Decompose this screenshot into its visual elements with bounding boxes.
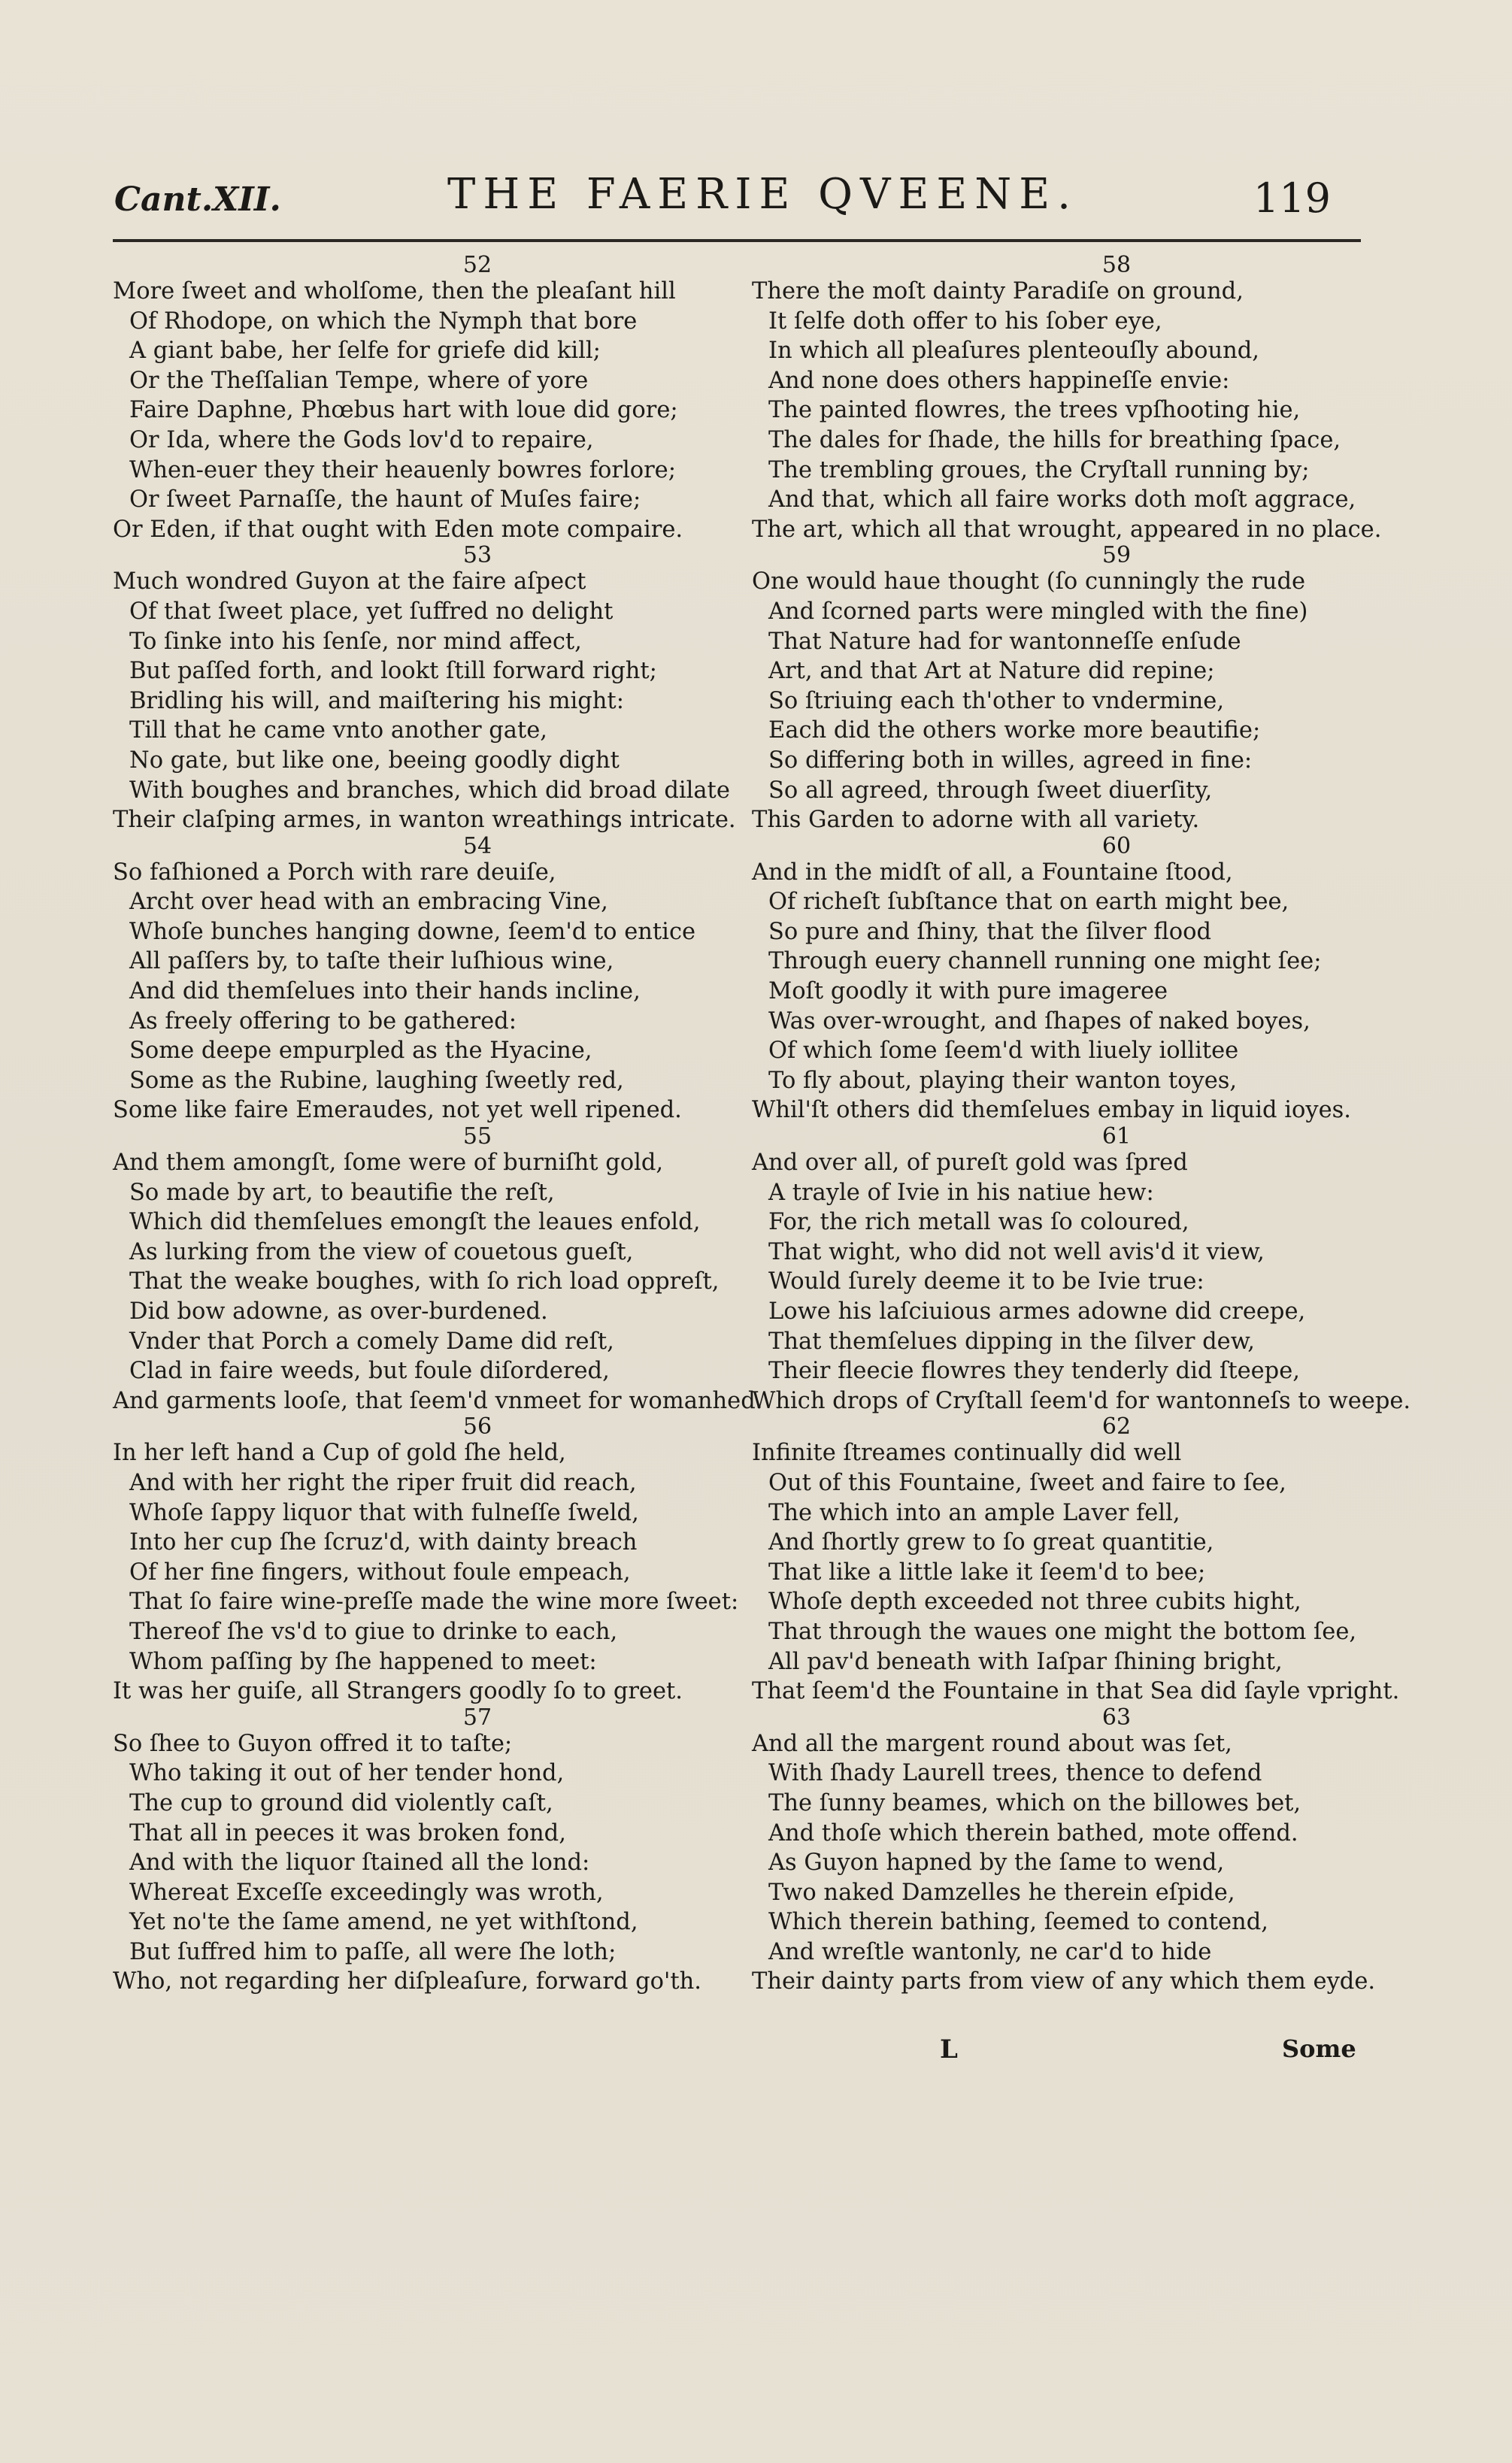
stanza: [113, 254, 759, 544]
stanza: [113, 1413, 759, 1706]
running-header: [113, 170, 1361, 223]
verse-line: There the moſt dainty Paradiſe on ground,: [752, 278, 1244, 304]
verse-line: Their dainty parts from view of any which them eyde.: [752, 1968, 1376, 1995]
verse-line: Into her cup ſhe ſcruz'd, with dainty breach: [129, 1529, 638, 1556]
stanza-number: 52: [462, 252, 492, 278]
verse-line: And thoſe which therein bathed, mote offend.: [768, 1819, 1298, 1846]
stanza-number: 53: [462, 542, 492, 569]
verse-line: As lurking from the view of couetous gueſt,: [129, 1238, 634, 1265]
stanza-number: 62: [1101, 1413, 1132, 1441]
verse-line: Bridling his will, and maiſtering his might:: [129, 687, 624, 714]
verse-line: And garments looſe, that ſeem'd vnmeet for womanhed.: [113, 1387, 763, 1414]
stanza: [752, 544, 1398, 835]
verse-line: To ſinke into his ſenſe, nor mind affect,: [129, 628, 582, 655]
verse-line: Moſt goodly it with pure imageree: [768, 978, 1168, 1005]
verse-line: Clad in faire weeds, but foule diſordered,: [129, 1358, 610, 1385]
stanza: [113, 1704, 759, 1997]
verse-line: And over all, of pureſt gold was ſpred: [752, 1150, 1188, 1177]
verse-line: That ſeem'd the Fountaine in that Sea did ſayle vpright.: [752, 1678, 1400, 1705]
verse-line: Of her fine fingers, without foule empeach,: [129, 1559, 631, 1586]
stanza: [113, 1123, 763, 1416]
verse-line: Did bow adowne, as over-burdened.: [129, 1298, 548, 1325]
stanza-number: 59: [1101, 542, 1132, 569]
verse-line: Some as the Rubine, laughing ſweetly red,: [129, 1067, 624, 1094]
verse-line: And with the liquor ſtained all the lond:: [129, 1850, 590, 1877]
verse-line: So ſhee to Guyon offred it to taſte;: [113, 1730, 513, 1757]
verse-line: And with her right the riper fruit did reach,: [129, 1469, 637, 1496]
verse-line: All pav'd beneath with Iaſpar ſhining bright,: [768, 1648, 1283, 1675]
verse-line: But ſuffred him to paſſe, all were ſhe loth;: [129, 1938, 617, 1965]
verse-line: Whoſe depth exceeded not three cubits hight,: [768, 1589, 1301, 1616]
verse-line: Who, not regarding her diſpleaſure, forward go'th.: [113, 1968, 701, 1995]
verse-line: The trembling groues, the Cryſtall running by;: [768, 456, 1310, 483]
verse-line: And in the midſt of all, a Fountaine ſtood,: [752, 859, 1233, 886]
stanza: [752, 254, 1398, 544]
stanza-number: 61: [1101, 1123, 1132, 1150]
verse-line: Of richeſt ſubſtance that on earth might bee,: [768, 889, 1289, 916]
verse-line: And all the margent round about was ſet,: [752, 1730, 1232, 1757]
verse-line: Who taking it out of her tender hond,: [129, 1760, 565, 1787]
verse-line: That themſelues dipping in the ſilver dew,: [768, 1328, 1255, 1355]
verse-line: Whil'ſt others did themſelues embay in liquid ioyes.: [752, 1097, 1351, 1124]
verse-line: To fly about, playing their wanton toyes,: [768, 1067, 1238, 1094]
verse-line: Or Ida, where the Gods lov'd to repaire,: [129, 426, 594, 453]
verse-line: But paſſed forth, and lookt ſtill forward right;: [129, 658, 657, 685]
verse-line: One would haue thought (ſo cunningly the rude: [752, 568, 1306, 595]
verse-line: The cup to ground did violently caſt,: [129, 1789, 553, 1816]
verse-line: Of Rhodope, on which the Nymph that bore: [129, 307, 638, 335]
catchword: Some: [1282, 2034, 1356, 2063]
verse-line: Two naked Damzelles he therein eſpide,: [768, 1879, 1235, 1906]
verse-line: In her left hand a Cup of gold ſhe held,: [113, 1440, 566, 1467]
verse-line: The art, which all that wrought, appeared in no place.: [752, 516, 1382, 543]
verse-line: No gate, but like one, beeing goodly dight: [129, 747, 620, 774]
left-column: [113, 252, 763, 1997]
stanza-number: 63: [1101, 1704, 1132, 1731]
verse-line: The which into an ample Laver fell,: [768, 1499, 1180, 1526]
verse-line: Which did themſelues emongſt the leaues enfold,: [129, 1209, 701, 1236]
verse-line: So ſtriuing each th'other to vndermine,: [768, 687, 1225, 714]
verse-line: With ſhady Laurell trees, thence to defend: [768, 1760, 1262, 1787]
verse-line: Their claſping armes, in wanton wreathings intricate.: [113, 807, 736, 834]
stanza-number: 60: [1101, 832, 1132, 859]
verse-line: Yet no'te the ſame amend, ne yet withſtond,: [129, 1909, 638, 1936]
verse-line: All paſſers by, to taſte their luſhious wine,: [129, 948, 614, 975]
stanza-number: 58: [1101, 252, 1132, 278]
verse-line: Of which ſome ſeem'd with liuely iollitee: [768, 1038, 1239, 1065]
verse-line: That Nature had for wantonneſſe enſude: [768, 628, 1241, 655]
verse-line: Some like faire Emeraudes, not yet well ripened.: [113, 1097, 682, 1124]
verse-line: Through euery channell running one might ſee;: [768, 948, 1322, 975]
verse-line: That the weake boughes, with ſo rich load oppreſt,: [129, 1268, 720, 1295]
verse-line: The painted flowres, the trees vpſhooting hie,: [768, 397, 1301, 424]
verse-line: Infinite ſtreames continually did well: [752, 1440, 1182, 1467]
stanza: [752, 832, 1398, 1125]
verse-line: As freely offering to be gathered:: [129, 1007, 517, 1035]
stanza: [752, 1704, 1398, 1997]
verse-line: Some deepe empurpled as the Hyacine,: [129, 1038, 592, 1065]
verse-line: Faire Daphne, Phœbus hart with loue did gore;: [129, 397, 678, 424]
verse-line: So faſhioned a Porch with rare deuiſe,: [113, 859, 556, 886]
verse-line: And wreſtle wantonly, ne car'd to hide: [768, 1938, 1212, 1965]
verse-line: And them amongſt, ſome were of burniſht gold,: [113, 1150, 664, 1177]
verse-line: Or the Theſſalian Tempe, where of yore: [129, 367, 589, 394]
verse-line: That all in peeces it was broken fond,: [129, 1819, 566, 1846]
verse-line: Out of this Fountaine, ſweet and faire to ſee,: [768, 1469, 1286, 1496]
verse-line: Whoſe ſappy liquor that with fulneſſe ſweld,: [129, 1499, 639, 1526]
stanza: [113, 832, 759, 1125]
stanza-number: 54: [462, 832, 492, 859]
verse-line: And none does others happineſſe envie:: [768, 367, 1230, 394]
verse-line: Their fleecie flowres they tenderly did ſteepe,: [768, 1358, 1300, 1385]
verse-line: And ſhortly grew to ſo great quantitie,: [768, 1529, 1214, 1556]
verse-line: In which all pleaſures plenteouſly abound,: [768, 338, 1259, 365]
verse-line: Each did the others worke more beautifie;: [768, 717, 1261, 744]
page-number: 119: [1253, 174, 1331, 222]
verse-line: As Guyon hapned by the ſame to wend,: [768, 1850, 1225, 1877]
verse-line: The ſunny beames, which on the billowes bet,: [768, 1789, 1301, 1816]
verse-line: And ſcorned parts were mingled with the fine): [768, 598, 1308, 625]
verse-line: Of that ſweet place, yet ſuffred no delight: [129, 598, 614, 625]
right-column: [752, 252, 1411, 1997]
verse-line: For, the rich metall was ſo coloured,: [768, 1209, 1189, 1236]
verse-line: Whom paſſing by ſhe happened to meet:: [129, 1648, 597, 1675]
verse-line: That wight, who did not well avis'd it view,: [768, 1238, 1265, 1265]
verse-line: So all agreed, through ſweet diuerſity,: [768, 777, 1213, 804]
verse-line: Which therein bathing, ſeemed to contend,: [768, 1909, 1268, 1936]
verse-line: Whereat Exceſſe exceedingly was wroth,: [129, 1879, 604, 1906]
stanza-number: 57: [462, 1704, 492, 1731]
verse-line: A giant babe, her ſelfe for griefe did kill;: [129, 338, 601, 365]
stanza-number: 56: [462, 1413, 492, 1441]
canto-label: Cant.XII.: [114, 180, 281, 219]
running-title: THE FAERIE QVEENE.: [447, 170, 1078, 219]
verse-line: When-euer they their heauenly bowres forlore;: [129, 456, 676, 483]
verse-line: Which drops of Cryſtall ſeem'd for wantonneſs to weepe.: [752, 1387, 1411, 1414]
verse-line: Was over-wrought, and ſhapes of naked boyes,: [768, 1007, 1311, 1035]
verse-line: Till that he came vnto another gate,: [129, 717, 547, 744]
verse-line: That through the waues one might the bottom ſee,: [768, 1618, 1357, 1645]
verse-line: That ſo faire wine-preſſe made the wine more ſweet:: [129, 1589, 739, 1616]
verse-line: It ſelfe doth offer to his ſober eye,: [768, 307, 1162, 335]
verse-line: With boughes and branches, which did broad dilate: [129, 777, 730, 804]
stanza: [113, 544, 759, 835]
verse-line: Vnder that Porch a comely Dame did reſt,: [129, 1328, 614, 1355]
verse-line: Art, and that Art at Nature did repine;: [768, 658, 1215, 685]
stanza: [752, 1123, 1411, 1416]
verse-line: Would ſurely deeme it to be Ivie true:: [768, 1268, 1204, 1295]
verse-line: So differing both in willes, agreed in fine:: [768, 747, 1253, 774]
verse-line: Archt over head with an embracing Vine,: [129, 889, 608, 916]
verse-line: A trayle of Ivie in his natiue hew:: [768, 1179, 1154, 1206]
verse-line: More ſweet and wholſome, then the pleaſant hill: [113, 278, 676, 304]
verse-line: The dales for ſhade, the hills for breathing ſpace,: [768, 426, 1341, 453]
verse-line: Whoſe bunches hanging downe, ſeem'd to entice: [129, 918, 696, 945]
signature-mark: L: [940, 2034, 958, 2065]
header-rule: [113, 239, 1361, 242]
verse-line: So pure and ſhiny, that the ſilver flood: [768, 918, 1212, 945]
verse-line: So made by art, to beautifie the reſt,: [129, 1179, 555, 1206]
verse-line: That like a little lake it ſeem'd to bee;: [768, 1559, 1206, 1586]
stanza: [752, 1413, 1400, 1706]
verse-line: This Garden to adorne with all variety.: [752, 807, 1200, 834]
verse-line: Or Eden, if that ought with Eden mote compaire.: [113, 516, 683, 543]
verse-line: And did themſelues into their hands incline,: [129, 978, 641, 1005]
verse-line: It was her guiſe, all Strangers goodly ſo to greet.: [113, 1678, 683, 1705]
verse-line: And that, which all faire works doth moſt aggrace,: [768, 486, 1356, 514]
verse-line: Or ſweet Parnaſſe, the haunt of Muſes faire;: [129, 486, 641, 514]
verse-line: Thereof ſhe vs'd to giue to drinke to each,: [129, 1618, 618, 1645]
verse-line: Lowe his laſciuious armes adowne did creepe,: [768, 1298, 1306, 1325]
stanza-number: 55: [462, 1123, 492, 1150]
verse-line: Much wondred Guyon at the faire aſpect: [113, 568, 586, 595]
